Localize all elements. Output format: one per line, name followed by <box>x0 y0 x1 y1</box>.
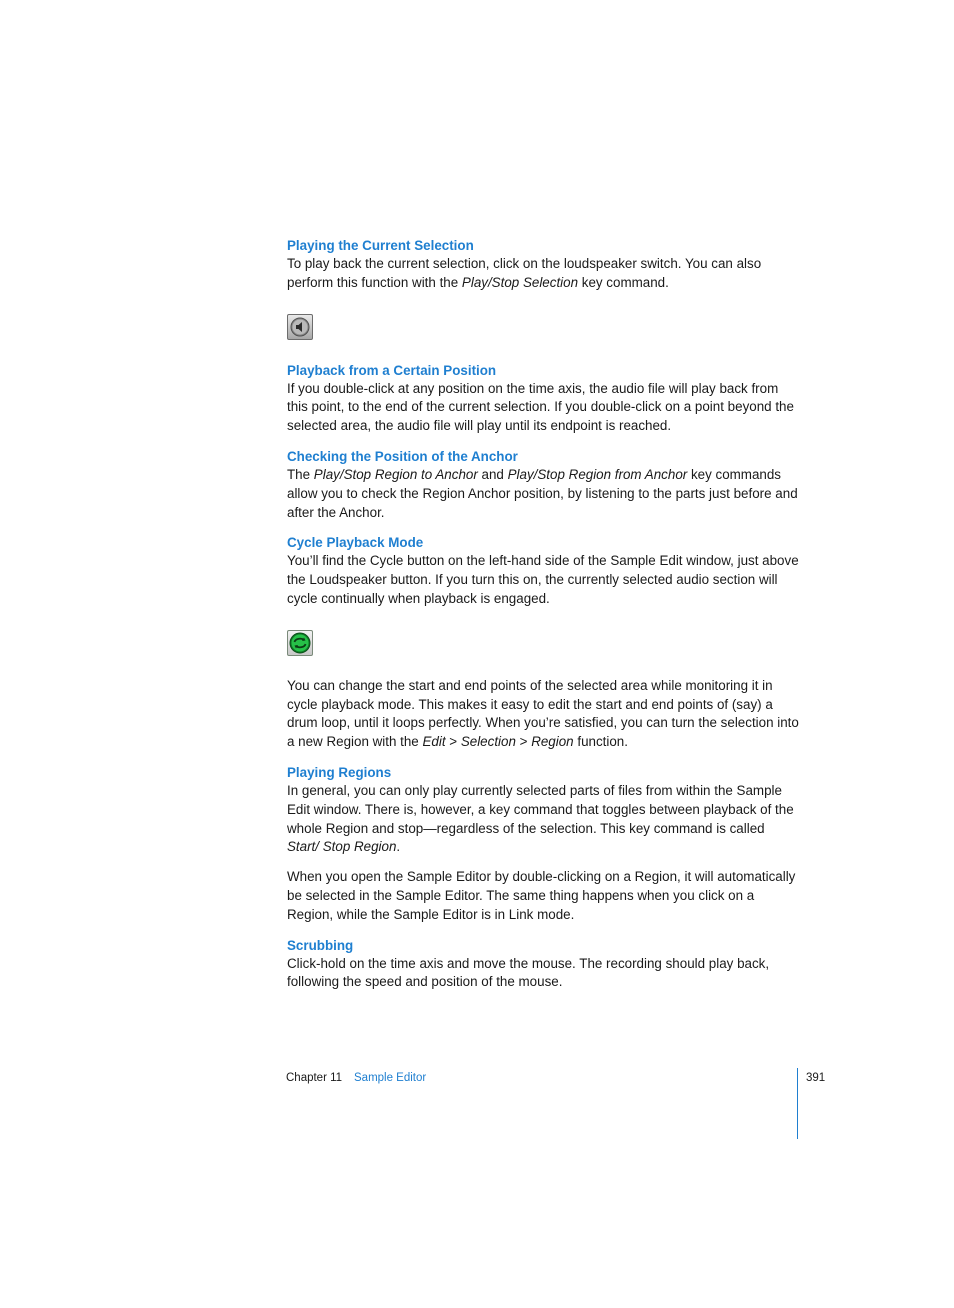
loudspeaker-icon[interactable] <box>287 314 313 340</box>
heading-cycle-playback-mode: Cycle Playback Mode <box>287 535 424 551</box>
heading-playing-current-selection: Playing the Current Selection <box>287 238 474 253</box>
paragraph-playing-current-selection: To play back the current selection, click on the loudspeaker switch. You can also perform this function with the Play/Stop Selection key command. <box>287 256 762 290</box>
heading-scrubbing: Scrubbing <box>287 937 354 953</box>
heading-checking-anchor: Checking the Position of the Anchor <box>287 448 518 464</box>
cycle-icon-row <box>287 630 799 657</box>
heading-playing-regions: Playing Regions <box>287 764 392 780</box>
cycle-icon[interactable] <box>287 630 313 656</box>
paragraph-playing-regions: In general, you can only play currently selected parts of files from within the Sample Edit window. There is, however, a key command that toggles between playback of the whole Region and stop—regardless of the selection. This key command is called Start/ Stop Region. <box>287 782 794 855</box>
paragraph-sample-editor-link: When you open the Sample Editor by double-clicking on a Region, it will automatically be selected in the Sample Editor. The same thing happens when you click on a Region, while the Sample Editor is in Link mode. <box>287 869 796 922</box>
footer-divider <box>797 1068 798 1139</box>
heading-playback-certain-position: Playback from a Certain Position <box>287 362 497 378</box>
page-content <box>287 236 799 992</box>
paragraph-cycle-playback-mode: You’ll find the Cycle button on the left-hand side of the Sample Edit window, just above the Loudspeaker button. If you turn this on, the currently selected audio section will cycle continually when playback is engaged. <box>287 553 799 606</box>
footer-chapter: Chapter 11 <box>286 1072 343 1084</box>
footer-chapter-title[interactable]: Sample Editor <box>354 1072 427 1084</box>
paragraph-cycle-change-points: You can change the start and end points of the selected area while monitoring it in cycle playback mode. This makes it easy to edit the start and end points of (say) a drum loop, until it loops perfectly. When you’re satisfied, you can turn the selection into a new Region with the Edit > Selection > Region function. <box>287 677 799 750</box>
paragraph-checking-anchor: The Play/Stop Region to Anchor and Play/Stop Region from Anchor key commands allow you to check the Region Anchor position, by listening to the parts just before and after the Anchor. <box>287 466 798 520</box>
paragraph-playback-certain-position: If you double-click at any position on the time axis, the audio file will play back from this point, to the end of the current selection. If you double-click on a point beyond the selected area, the audio file will play until its endpoint is reached. <box>287 380 794 434</box>
page-number: 391 <box>806 1072 826 1084</box>
paragraph-scrubbing: Click-hold on the time axis and move the mouse. The recording should play back, following the speed and position of the mouse. <box>287 955 770 990</box>
loudspeaker-icon-row <box>287 314 799 341</box>
